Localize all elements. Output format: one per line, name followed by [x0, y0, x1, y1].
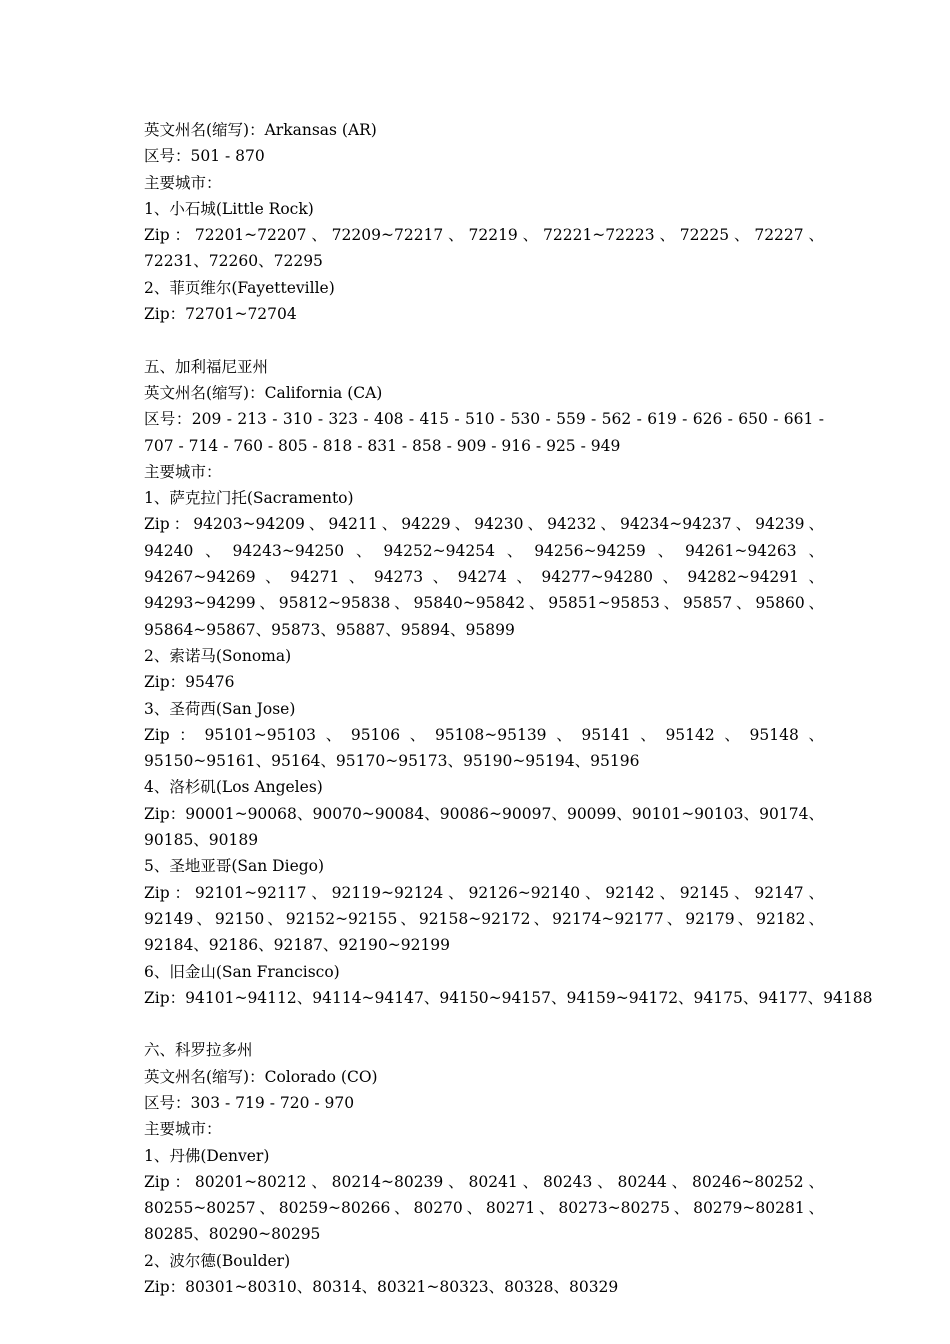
california-city-san-francisco: 6、旧金山(San Francisco): [144, 962, 340, 981]
arkansas-area-code-line: 区号：501 - 870: [144, 147, 265, 166]
arkansas-city-little-rock: 1、小石城(Little Rock): [144, 199, 314, 218]
california-city-los-angeles: 4、洛杉矶(Los Angeles): [144, 778, 323, 797]
section-spacer: [144, 1011, 824, 1037]
arkansas-little-rock-zip: Zip：72201~72207、72209~72217、72219、72221~72223、72225、72227、72231、72260、72295: [144, 226, 824, 271]
california-city-sacramento: 1、萨克拉门托(Sacramento): [144, 489, 354, 508]
california-sacramento-zip: Zip：94203~94209、94211、94229、94230、94232、94234~94237、94239、94240、94243~94250、94252~94254、94256~94259、94261~94263、94267~94269、94271、94273、94274、94277~94280、94282~94291、94293~94299、95812~95838、95840~95842、95851~95853、95857、95860、95864~95867、95873、95887、95894、95899: [144, 515, 824, 639]
arkansas-city-fayetteville: 2、菲页维尔(Fayetteville): [144, 278, 335, 297]
arkansas-cities-heading: 主要城市：: [144, 173, 222, 192]
colorado-area-code-line: 区号：303 - 719 - 720 - 970: [144, 1093, 355, 1112]
california-san-diego-zip: Zip：92101~92117、92119~92124、92126~92140、92142、92145、92147、92149、92150、92152~92155、92158~92172、92174~92177、92179、92182、92184、92186、92187、92190~92199: [144, 883, 824, 955]
colorado-section-heading: 六、科罗拉多州: [144, 1041, 253, 1060]
colorado-denver-zip: Zip：80201~80212、80214~80239、80241、80243、80244、80246~80252、80255~80257、80259~80266、80270、80271、80273~80275、80279~80281、80285、80290~80295: [144, 1172, 824, 1244]
colorado-city-denver: 1、丹佛(Denver): [144, 1146, 270, 1165]
california-cities-heading: 主要城市：: [144, 462, 222, 481]
california-los-angeles-zip: Zip：90001~90068、90070~90084、90086~90097、90099、90101~90103、90174、90185、90189: [144, 804, 824, 850]
document-page: [144, 117, 873, 1300]
california-sonoma-zip: Zip：95476: [144, 673, 235, 692]
arkansas-fayetteville-zip: Zip：72701~72704: [144, 305, 297, 324]
colorado-cities-heading: 主要城市：: [144, 1120, 222, 1139]
arkansas-name-line: 英文州名(缩写)：Arkansas (AR): [144, 121, 377, 139]
colorado-name-line: 英文州名(缩写)：Colorado (CO): [144, 1067, 378, 1086]
california-san-francisco-zip: Zip：94101~94112、94114~94147、94150~94157、94159~94172、94175、94177、94188: [144, 988, 873, 1007]
california-section-heading: 五、加利福尼亚州: [144, 357, 269, 376]
california-city-san-jose: 3、圣荷西(San Jose): [144, 699, 296, 718]
california-name-line: 英文州名(缩写)：California (CA): [144, 383, 383, 402]
california-san-jose-zip: Zip：95101~95103、95106、95108~95139、95141、95142、95148、95150~95161、95164、95170~95173、95190~95194、95196: [144, 725, 824, 771]
colorado-city-boulder: 2、波尔德(Boulder): [144, 1251, 291, 1270]
california-area-code-line: 区号：209 - 213 - 310 - 323 - 408 - 415 - 510 - 530 - 559 - 562 - 619 - 626 - 650 - 661 - 707 - 714 - 760 - 805 - 818 - 831 - 858 - 909 - 916 - 925 - 949: [144, 410, 824, 455]
california-city-sonoma: 2、索诺马(Sonoma): [144, 646, 292, 665]
section-spacer: [144, 327, 824, 353]
california-city-san-diego: 5、圣地亚哥(San Diego): [144, 857, 325, 876]
colorado-boulder-zip: Zip：80301~80310、80314、80321~80323、80328、80329: [144, 1278, 619, 1297]
